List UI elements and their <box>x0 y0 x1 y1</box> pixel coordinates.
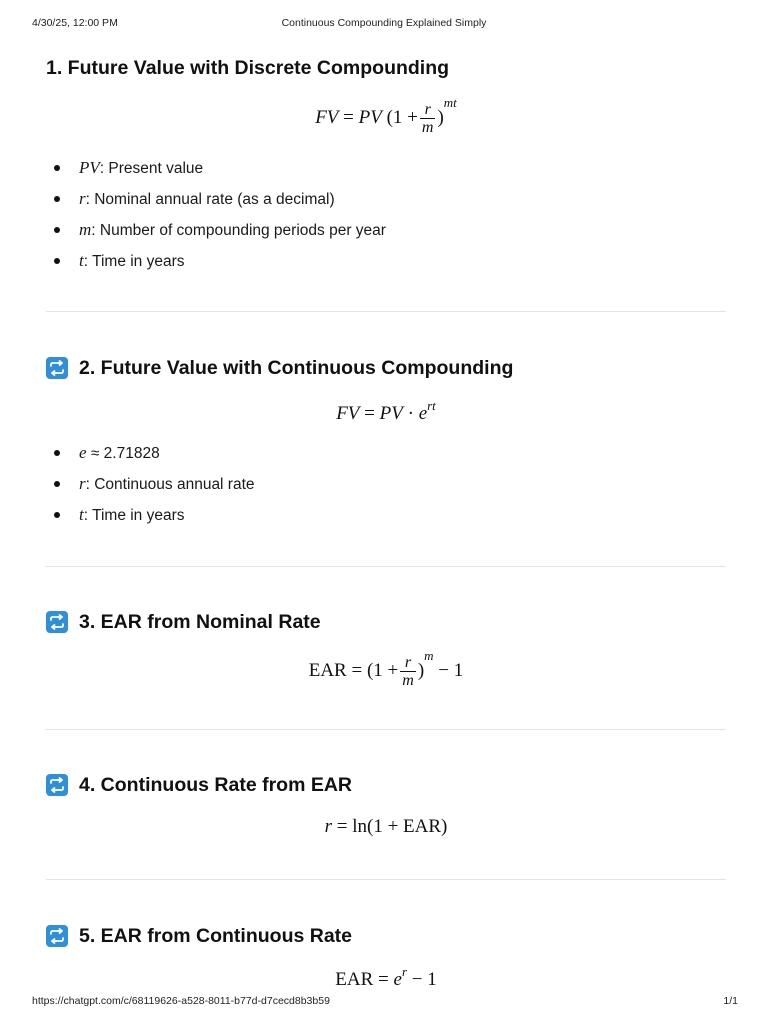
formula-pv: PV <box>379 403 403 424</box>
section-title: 1. Future Value with Discrete Compounding <box>46 56 450 79</box>
formula-base: e <box>418 403 428 424</box>
formula-continuous-fv <box>46 398 726 425</box>
formula-eq: = <box>378 969 389 990</box>
variable-desc: : Nominal annual rate (as a decimal) <box>85 191 335 208</box>
formula-discrete-fv <box>46 95 726 136</box>
formula-ear-nominal <box>46 648 726 689</box>
formula-tail: − 1 <box>438 660 464 681</box>
formula-exponent: rt <box>427 398 436 413</box>
list-item <box>46 219 386 250</box>
variable-desc: : Present value <box>99 160 204 177</box>
formula-block <box>46 816 726 846</box>
formula-open: (1 + <box>366 660 399 681</box>
section-continuous-rate <box>46 772 726 798</box>
formula-rhs: ln(1 + EAR) <box>352 816 448 837</box>
print-url: https://chatgpt.com/c/68119626-a528-8011-b77d-d7cecd8b3b59 <box>32 995 330 1007</box>
formula-eq: = <box>336 816 348 837</box>
section-title: 3. EAR from Nominal Rate <box>79 610 321 633</box>
repeat-icon <box>46 774 68 796</box>
variable-desc: : Number of compounding periods per year <box>91 222 386 239</box>
formula-lhs: EAR <box>308 660 347 681</box>
list-item <box>46 473 255 504</box>
fraction-numerator: r <box>424 101 431 119</box>
section-title: 5. EAR from Continuous Rate <box>79 924 353 947</box>
variable-list <box>46 157 386 281</box>
repeat-icon <box>46 925 68 947</box>
print-title: Continuous Compounding Explained Simply <box>281 17 487 29</box>
formula-dot: · <box>407 403 414 424</box>
formula-tail: − 1 <box>411 969 437 990</box>
list-item <box>46 504 255 535</box>
formula-fraction <box>400 654 416 689</box>
formula-block <box>46 964 726 992</box>
formula-open: (1 + <box>386 107 418 128</box>
formula-fraction <box>420 101 436 136</box>
variable-symbol: r <box>79 189 86 208</box>
variable-symbol: t <box>79 251 84 270</box>
formula-lhs: FV <box>336 403 360 424</box>
formula-continuous-rate <box>46 816 726 838</box>
variable-list <box>46 442 255 535</box>
print-footer <box>0 995 768 1009</box>
formula-lhs: r <box>324 816 333 837</box>
divider <box>46 311 726 312</box>
formula-exponent: r <box>401 964 407 979</box>
variable-desc: : Continuous annual rate <box>85 476 255 493</box>
section-title: 4. Continuous Rate from EAR <box>79 773 353 796</box>
section-continuous-compounding <box>46 355 726 381</box>
variable-desc: ≈ 2.71828 <box>86 445 160 462</box>
formula-block <box>46 648 726 694</box>
formula-lhs: FV <box>315 107 339 128</box>
section-heading <box>46 772 726 798</box>
formula-eq: = <box>351 660 363 681</box>
print-date: 4/30/25, 12:00 PM <box>32 17 118 29</box>
fraction-denominator: m <box>421 119 434 137</box>
variable-symbol: m <box>79 220 92 239</box>
repeat-icon <box>46 357 68 379</box>
formula-block <box>46 95 726 145</box>
formula-ear-continuous <box>46 964 726 991</box>
formula-eq: = <box>343 107 354 128</box>
formula-exponent: m <box>424 648 434 663</box>
variable-desc: : Time in years <box>83 507 185 524</box>
formula-base: e <box>393 969 402 990</box>
divider <box>46 879 726 880</box>
section-ear-nominal <box>46 609 726 635</box>
fraction-numerator: r <box>404 654 412 672</box>
list-item <box>46 188 386 219</box>
section-heading <box>46 609 726 635</box>
divider <box>46 729 726 730</box>
variable-symbol: e <box>79 443 87 462</box>
formula-close: ) <box>417 660 425 681</box>
variable-symbol: t <box>79 505 84 524</box>
variable-symbol: PV <box>79 158 100 177</box>
print-header <box>0 17 768 31</box>
section-title: 2. Future Value with Continuous Compounding <box>79 356 514 379</box>
list-item <box>46 442 255 473</box>
repeat-icon <box>46 611 68 633</box>
section-ear-continuous <box>46 923 726 949</box>
variable-desc: : Time in years <box>83 253 185 270</box>
variable-symbol: r <box>79 474 86 493</box>
formula-lhs: EAR <box>335 969 374 990</box>
section-heading <box>46 923 726 949</box>
section-heading <box>46 355 726 381</box>
formula-pv: PV <box>358 107 382 128</box>
list-item <box>46 250 386 281</box>
formula-block <box>46 398 726 428</box>
page-number: 1/1 <box>723 995 738 1007</box>
section-discrete-compounding <box>46 55 726 81</box>
fraction-denominator: m <box>402 672 414 690</box>
formula-exponent: mt <box>443 95 457 110</box>
formula-eq: = <box>364 403 375 424</box>
formula-close: ) <box>437 107 444 128</box>
list-item <box>46 157 386 188</box>
divider <box>46 566 726 567</box>
